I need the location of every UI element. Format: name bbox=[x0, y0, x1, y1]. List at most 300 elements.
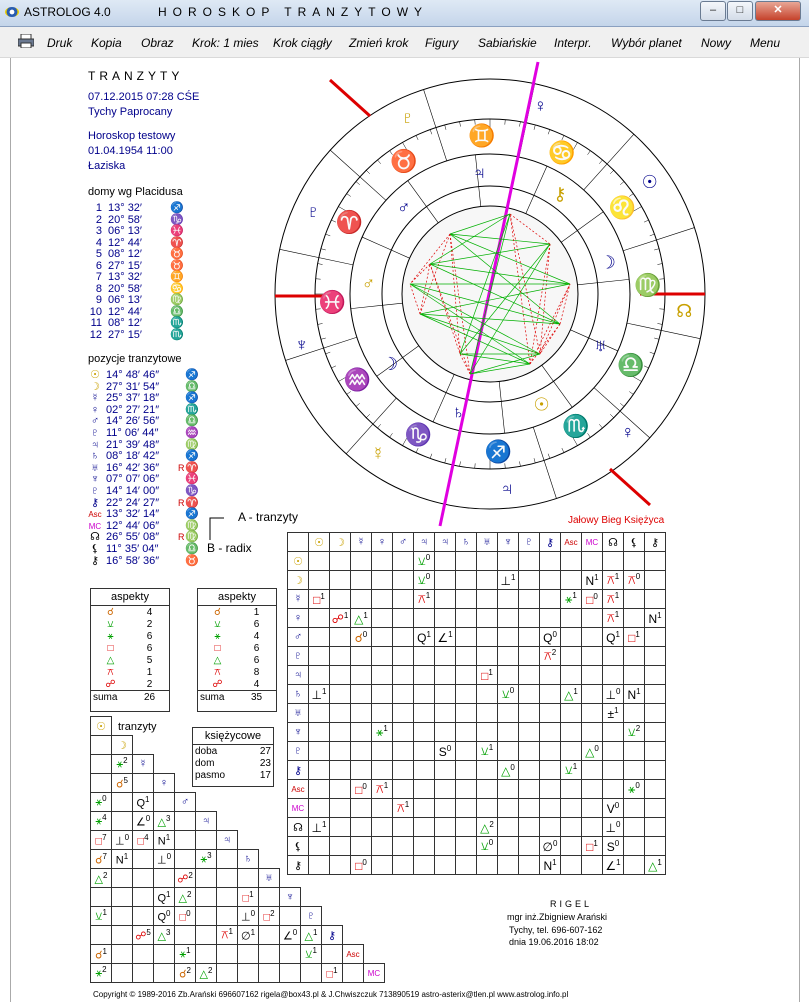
aspect-count: 8 bbox=[253, 666, 260, 678]
wheel-sign-divider bbox=[330, 150, 386, 200]
triangle-row bbox=[91, 926, 385, 945]
wheel-tick bbox=[562, 448, 564, 453]
aspects-b-row bbox=[198, 666, 276, 678]
menu-zmien-krok[interactable]: Zmień krok bbox=[349, 36, 409, 50]
grid-cell bbox=[477, 609, 498, 628]
menu-krok-1-mies[interactable]: Krok: 1 mies bbox=[192, 36, 259, 50]
triangle-cell: ☌$^7$ bbox=[91, 850, 112, 869]
menu-druk[interactable]: Druk bbox=[47, 36, 73, 50]
zodiac-sign-icon: ♒ bbox=[343, 367, 372, 393]
aspect-count: 2 bbox=[146, 618, 153, 630]
grid-cell bbox=[393, 780, 414, 799]
grid-row bbox=[288, 704, 666, 723]
grid-cell bbox=[582, 552, 603, 571]
grid-row bbox=[288, 609, 666, 628]
position-degree: 07° 07′ 06″ bbox=[106, 473, 160, 486]
wheel-tick bbox=[657, 264, 662, 265]
grid-cell bbox=[645, 742, 666, 761]
zodiac-sign-icon: ♊ bbox=[468, 123, 496, 149]
grid-cell bbox=[624, 552, 645, 571]
grid-cell: $N^1$ bbox=[582, 571, 603, 590]
grid-row bbox=[288, 761, 666, 780]
planet-icon: ⚷ bbox=[90, 496, 100, 509]
grid-cell bbox=[498, 609, 519, 628]
wheel-tick bbox=[321, 249, 326, 250]
triangle-cell bbox=[280, 945, 301, 964]
grid-cell bbox=[372, 856, 393, 875]
radix-place: Łaziska bbox=[88, 160, 126, 172]
grid-cell bbox=[414, 761, 435, 780]
maximize-button[interactable]: □ bbox=[727, 1, 753, 21]
grid-row-planet-icon: ♄ bbox=[288, 685, 309, 704]
triangle-cell bbox=[91, 888, 112, 907]
grid-cell bbox=[498, 590, 519, 609]
triangle-row bbox=[91, 888, 385, 907]
grid-cell bbox=[477, 761, 498, 780]
menu-nowy[interactable]: Nowy bbox=[701, 36, 732, 50]
grid-row-planet-icon: MC bbox=[288, 799, 309, 818]
planet-glyph-icon: ♅ bbox=[593, 335, 608, 356]
triangle-cell: ☌$^5$ bbox=[112, 774, 133, 793]
position-degree: 12° 44′ 06″ bbox=[106, 519, 160, 532]
house-sign-icon: ♓ bbox=[170, 225, 184, 237]
grid-row-planet-icon: ☉ bbox=[288, 552, 309, 571]
grid-cell bbox=[372, 818, 393, 837]
aspects-a-row bbox=[91, 630, 169, 642]
grid-cell bbox=[393, 723, 414, 742]
triangle-cell bbox=[217, 945, 238, 964]
aspect-icon: △ bbox=[213, 654, 222, 666]
grid-cell: ⚺$^0$ bbox=[414, 571, 435, 590]
wheel-tick bbox=[331, 366, 336, 368]
house-number: 8 bbox=[95, 282, 102, 295]
grid-col-planet-icon: ♀ bbox=[372, 533, 393, 552]
grid-cell: ⚺$^0$ bbox=[414, 552, 435, 571]
triangle-cell bbox=[280, 907, 301, 926]
grid-cell: ⊥$^1$ bbox=[498, 571, 519, 590]
triangle-cell: $N^1$ bbox=[154, 831, 175, 850]
grid-cell bbox=[372, 647, 393, 666]
triangle-cell: □$^0$ bbox=[175, 907, 196, 926]
aspects-box-b bbox=[197, 588, 277, 712]
title-bar bbox=[0, 0, 809, 27]
grid-cell bbox=[582, 780, 603, 799]
triangle-cell bbox=[217, 907, 238, 926]
planet-glyph-icon: ☉ bbox=[533, 394, 550, 415]
menu-krok-ciagly[interactable]: Krok ciągły bbox=[273, 36, 332, 50]
house-number: 2 bbox=[95, 213, 102, 226]
triangle-cell bbox=[112, 869, 133, 888]
position-sign-icon: ♍ bbox=[185, 438, 199, 451]
grid-cell bbox=[582, 628, 603, 647]
grid-cell bbox=[414, 780, 435, 799]
aspect-icon: ☍ bbox=[212, 678, 223, 690]
grid-cell bbox=[456, 628, 477, 647]
grid-col-planet-icon: ⚷ bbox=[540, 533, 561, 552]
wheel-tick bbox=[326, 352, 331, 354]
grid-cell bbox=[456, 799, 477, 818]
grid-cell bbox=[561, 818, 582, 837]
grid-cell bbox=[582, 723, 603, 742]
position-degree: 11° 06′ 44″ bbox=[106, 427, 159, 439]
zodiac-sign-icon: ♓ bbox=[318, 289, 346, 315]
triangle-cell bbox=[112, 945, 133, 964]
house-number: 11 bbox=[90, 317, 102, 329]
grid-cell bbox=[519, 742, 540, 761]
triangle-cell bbox=[259, 964, 280, 983]
grid-cell bbox=[582, 647, 603, 666]
grid-cell bbox=[414, 609, 435, 628]
grid-cell bbox=[456, 742, 477, 761]
position-sign-icon: ♑ bbox=[185, 485, 199, 497]
wheel-tick bbox=[650, 234, 655, 236]
triangle-cell: △$^2$ bbox=[196, 964, 217, 983]
house-degree: 08° 12′ bbox=[108, 248, 142, 260]
aspects-b-title: aspekty bbox=[198, 589, 276, 606]
grid-cell bbox=[477, 780, 498, 799]
grid-cell bbox=[477, 571, 498, 590]
house-sign-icon: ♎ bbox=[170, 305, 184, 318]
app-title: ASTROLOG 4.0 bbox=[24, 5, 111, 19]
grid-cell bbox=[582, 818, 603, 837]
grid-cell bbox=[540, 761, 561, 780]
triangle-cell bbox=[112, 964, 133, 983]
grid-row bbox=[288, 571, 666, 590]
grid-cell bbox=[435, 856, 456, 875]
grid-cell bbox=[393, 837, 414, 856]
grid-cell: $N^1$ bbox=[645, 609, 666, 628]
planet-icon: ♃ bbox=[90, 438, 100, 451]
triangle-cell: ⚻$^1$ bbox=[217, 926, 238, 945]
triangle-cell: ☌$^1$ bbox=[91, 945, 112, 964]
grid-row bbox=[288, 552, 666, 571]
aspect-icon: ☍ bbox=[105, 678, 116, 690]
aspects-a-title: aspekty bbox=[91, 589, 169, 606]
grid-cell bbox=[351, 590, 372, 609]
triangle-cell: □$^4$ bbox=[133, 831, 154, 850]
minimize-button[interactable]: – bbox=[700, 1, 726, 21]
grid-cell bbox=[330, 818, 351, 837]
planet-glyph-icon: ☽ bbox=[381, 353, 399, 374]
wheel-tick bbox=[366, 170, 370, 174]
grid-cell bbox=[477, 685, 498, 704]
triangle-cell: △$^1$ bbox=[301, 926, 322, 945]
position-sign-icon: ♎ bbox=[185, 380, 199, 393]
grid-cell: □$^0$ bbox=[351, 856, 372, 875]
grid-cell bbox=[351, 571, 372, 590]
grid-cell bbox=[351, 837, 372, 856]
grid-cell bbox=[309, 647, 330, 666]
position-degree: 27° 31′ 54″ bbox=[106, 380, 160, 393]
aspects-a-row bbox=[91, 666, 169, 678]
grid-cell bbox=[351, 799, 372, 818]
triangle-cell: △$^3$ bbox=[154, 926, 175, 945]
triangle-cell bbox=[196, 831, 217, 850]
lunar-label: dom bbox=[195, 757, 215, 769]
grid-cell: △$^1$ bbox=[351, 609, 372, 628]
planet-icon: ♆ bbox=[90, 473, 100, 486]
position-sign-icon: ♍ bbox=[185, 519, 199, 532]
grid-cell bbox=[540, 723, 561, 742]
grid-cell bbox=[540, 666, 561, 685]
grid-cell bbox=[582, 666, 603, 685]
grid-cell bbox=[309, 856, 330, 875]
grid-cell bbox=[330, 780, 351, 799]
printer-icon[interactable] bbox=[18, 34, 34, 48]
grid-row bbox=[288, 780, 666, 799]
grid-cell bbox=[498, 552, 519, 571]
aspects-a-row bbox=[91, 654, 169, 666]
triangle-cell bbox=[154, 793, 175, 812]
grid-cell bbox=[624, 666, 645, 685]
planet-icon: ♀ bbox=[90, 403, 100, 416]
grid-cell: $S^0$ bbox=[435, 742, 456, 761]
triangle-cell: □$^7$ bbox=[91, 831, 112, 850]
grid-cell bbox=[456, 837, 477, 856]
grid-cell bbox=[372, 704, 393, 723]
triangle-cell: $N^1$ bbox=[112, 850, 133, 869]
close-button[interactable]: ✕ bbox=[755, 1, 801, 21]
aspects-b-row bbox=[198, 606, 276, 618]
menu-sabianskie[interactable]: Sabiańskie bbox=[478, 36, 537, 50]
grid-cell bbox=[645, 704, 666, 723]
wheel-tick bbox=[654, 249, 659, 250]
wheel-sign-divider bbox=[627, 323, 700, 339]
planet-icon: ♇ bbox=[90, 485, 100, 497]
grid-cell: $V^0$ bbox=[603, 799, 624, 818]
grid-col-planet-icon: ♃ bbox=[414, 533, 435, 552]
grid-cell: ∅$^0$ bbox=[540, 837, 561, 856]
triangle-cell: ⊥$^0$ bbox=[154, 850, 175, 869]
house-sign-icon: ♐ bbox=[170, 202, 184, 214]
triangle-cell bbox=[133, 888, 154, 907]
sum-label: suma bbox=[91, 691, 130, 704]
triangle-planet-icon: ♂ bbox=[175, 793, 196, 812]
grid-cell: ⚺$^1$ bbox=[561, 761, 582, 780]
lunar-label: doba bbox=[195, 745, 218, 757]
triangle-cell: $Q^1$ bbox=[133, 793, 154, 812]
triangle-cell: ⚹$^2$ bbox=[112, 755, 133, 774]
grid-cell bbox=[477, 723, 498, 742]
grid-cell bbox=[540, 704, 561, 723]
grid-cell bbox=[519, 837, 540, 856]
grid-col-planet-icon: ☊ bbox=[603, 533, 624, 552]
wheel-house-divider bbox=[578, 279, 630, 284]
menu-interpr[interactable]: Interpr. bbox=[554, 36, 592, 50]
wheel-tick bbox=[644, 366, 649, 368]
grid-cell bbox=[519, 856, 540, 875]
menu-figury[interactable]: Figury bbox=[425, 36, 459, 50]
grid-cell bbox=[351, 685, 372, 704]
house-sign-icon: ♊ bbox=[170, 271, 184, 283]
grid-cell bbox=[309, 552, 330, 571]
grid-cell bbox=[330, 761, 351, 780]
grid-cell: ⊥$^0$ bbox=[603, 685, 624, 704]
sum-label: suma bbox=[198, 691, 237, 704]
position-sign-icon: ♉ bbox=[185, 554, 199, 567]
grid-cell bbox=[519, 818, 540, 837]
grid-cell bbox=[456, 647, 477, 666]
aspect-icon: ⚹ bbox=[107, 630, 114, 642]
house-degree: 06° 13′ bbox=[108, 294, 142, 306]
grid-cell bbox=[330, 571, 351, 590]
rigel-phone: Tychy, tel. 696-607-162 bbox=[509, 925, 603, 935]
menu-kopia[interactable]: Kopia bbox=[91, 36, 122, 50]
grid-col-planet-icon: ♅ bbox=[477, 533, 498, 552]
grid-cell bbox=[561, 552, 582, 571]
position-sign-icon: ♈ bbox=[185, 461, 199, 474]
grid-cell: ±$^1$ bbox=[603, 704, 624, 723]
triangle-cell bbox=[259, 945, 280, 964]
grid-col-planet-icon: ♆ bbox=[498, 533, 519, 552]
grid-cell bbox=[372, 571, 393, 590]
menu-menu[interactable]: Menu bbox=[750, 36, 781, 50]
grid-cell bbox=[540, 571, 561, 590]
grid-cell: ⊥$^1$ bbox=[309, 685, 330, 704]
grid-cell bbox=[582, 685, 603, 704]
lunar-value: 23 bbox=[259, 757, 271, 769]
triangle-label: tranzyty bbox=[118, 721, 157, 733]
grid-cell: □$^1$ bbox=[582, 837, 603, 856]
aspect-count: 2 bbox=[146, 678, 153, 690]
house-sign-icon: ♑ bbox=[170, 213, 184, 226]
grid-cell bbox=[309, 780, 330, 799]
rigel-date: dnia 19.06.2016 18:02 bbox=[509, 937, 599, 947]
grid-cell bbox=[498, 723, 519, 742]
grid-cell bbox=[624, 761, 645, 780]
legend-b: B - radix bbox=[207, 541, 252, 555]
grid-cell: ⚹$^1$ bbox=[561, 590, 582, 609]
triangle-cell bbox=[154, 869, 175, 888]
house-degree: 27° 15′ bbox=[108, 259, 142, 272]
planet-glyph-icon: ♄ bbox=[451, 401, 466, 422]
aspect-icon: ⚻ bbox=[107, 666, 114, 678]
grid-col-planet-icon: MC bbox=[582, 533, 603, 552]
grid-cell bbox=[414, 685, 435, 704]
wheel-tick bbox=[620, 182, 624, 185]
grid-cell bbox=[561, 780, 582, 799]
grid-cell bbox=[330, 552, 351, 571]
position-sign-icon: ♐ bbox=[185, 450, 199, 463]
house-number: 9 bbox=[95, 294, 102, 306]
grid-row-planet-icon: ♂ bbox=[288, 628, 309, 647]
menu-obraz[interactable]: Obraz bbox=[141, 36, 174, 50]
grid-cell bbox=[393, 704, 414, 723]
grid-cell bbox=[477, 590, 498, 609]
position-row bbox=[88, 554, 199, 567]
grid-cell bbox=[393, 742, 414, 761]
triangle-cell: $Q^1$ bbox=[154, 888, 175, 907]
grid-cell bbox=[309, 742, 330, 761]
grid-cell bbox=[540, 552, 561, 571]
planet-glyph-icon: ⚷ bbox=[553, 184, 567, 205]
triangle-cell bbox=[322, 945, 343, 964]
grid-cell bbox=[645, 590, 666, 609]
grid-cell bbox=[624, 856, 645, 875]
triangle-cell: ⊥$^0$ bbox=[112, 831, 133, 850]
triangle-cell bbox=[301, 964, 322, 983]
triangle-cell bbox=[91, 774, 112, 793]
triangle-cell: ∠$^0$ bbox=[280, 926, 301, 945]
grid-cell bbox=[435, 704, 456, 723]
grid-cell: ∠$^1$ bbox=[603, 856, 624, 875]
grid-cell bbox=[477, 704, 498, 723]
triangle-cell bbox=[259, 926, 280, 945]
triangle-cell: ⚹$^4$ bbox=[91, 812, 112, 831]
wheel-tick bbox=[620, 403, 624, 406]
house-degree: 12° 44′ bbox=[108, 236, 142, 249]
grid-cell bbox=[372, 799, 393, 818]
grid-cell bbox=[330, 837, 351, 856]
house-sign-icon: ♈ bbox=[170, 236, 184, 249]
grid-cell bbox=[561, 704, 582, 723]
retrograde-mark: R bbox=[178, 462, 185, 473]
grid-cell: △$^0$ bbox=[582, 742, 603, 761]
grid-cell: $Q^1$ bbox=[603, 628, 624, 647]
aspect-icon: ☌ bbox=[107, 606, 114, 618]
grid-cell bbox=[477, 799, 498, 818]
wheel-house-divider bbox=[526, 166, 547, 214]
house-degree: 20° 58′ bbox=[108, 282, 142, 295]
triangle-cell: ⚹$^1$ bbox=[175, 945, 196, 964]
grid-cell bbox=[435, 685, 456, 704]
positions-title: pozycje tranzytowe bbox=[88, 353, 182, 365]
zodiac-sign-icon: ♈ bbox=[335, 209, 363, 235]
app-eye-icon bbox=[5, 7, 19, 17]
aspect-count: 5 bbox=[146, 654, 153, 666]
grid-cell bbox=[519, 628, 540, 647]
wheel-tick bbox=[460, 122, 461, 127]
grid-cell bbox=[351, 761, 372, 780]
grid-cell: $Q^1$ bbox=[414, 628, 435, 647]
grid-cell bbox=[603, 723, 624, 742]
grid-cell bbox=[561, 742, 582, 761]
grid-cell bbox=[309, 704, 330, 723]
grid-cell bbox=[498, 837, 519, 856]
grid-cell: $N^1$ bbox=[540, 856, 561, 875]
position-degree: 14° 48′ 46″ bbox=[106, 369, 160, 381]
menu-wybor-planet[interactable]: Wybór planet bbox=[611, 36, 682, 50]
copyright-footer: Copyright © 1989-2016 Zb.Arański 696607162 rigela@box43.pl & J.Chwiszczuk 713890519 astro-asterix@tlen.pl www.astrolog.info.pl bbox=[93, 990, 569, 999]
triangle-cell bbox=[280, 964, 301, 983]
wheel-tick bbox=[430, 454, 432, 459]
aspect-count: 6 bbox=[253, 642, 260, 654]
grid-cell bbox=[309, 666, 330, 685]
grid-cell bbox=[414, 666, 435, 685]
planet-glyph-icon: ♃ bbox=[500, 478, 514, 499]
triangle-planet-icon: ♅ bbox=[259, 869, 280, 888]
grid-cell: □$^1$ bbox=[624, 628, 645, 647]
grid-cell bbox=[435, 837, 456, 856]
grid-row bbox=[288, 647, 666, 666]
grid-cell bbox=[372, 590, 393, 609]
grid-cell bbox=[414, 647, 435, 666]
triangle-cell bbox=[133, 907, 154, 926]
grid-row bbox=[288, 685, 666, 704]
triangle-cell bbox=[154, 945, 175, 964]
grid-col-planet-icon: ☽ bbox=[330, 533, 351, 552]
planet-icon: ⚷ bbox=[90, 554, 100, 567]
grid-cell bbox=[645, 571, 666, 590]
triangle-cell bbox=[133, 774, 154, 793]
house-sign-icon: ♉ bbox=[170, 248, 184, 260]
wheel-sign-divider bbox=[584, 134, 634, 190]
grid-cell bbox=[561, 723, 582, 742]
aspect-grid bbox=[287, 532, 666, 875]
house-degree: 20° 58′ bbox=[108, 213, 142, 226]
grid-cell bbox=[414, 799, 435, 818]
position-degree: 22° 24′ 27″ bbox=[106, 496, 160, 509]
